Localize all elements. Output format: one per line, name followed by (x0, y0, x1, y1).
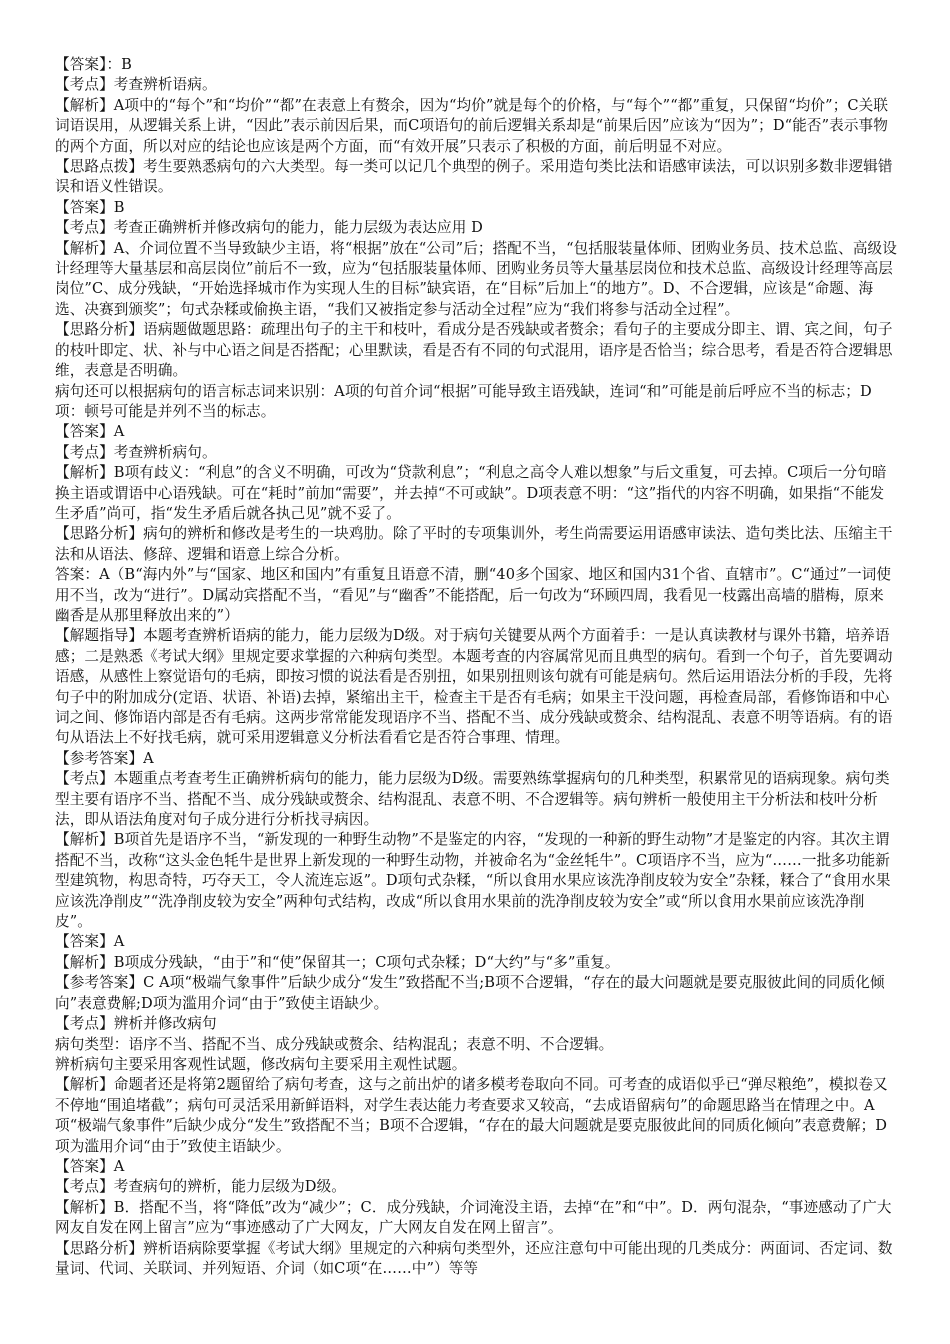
analysis-paragraph-7: 【解析】命题者还是将第2题留给了病句考查，这与之前出炉的诸多模考卷取向不同。可考查的成语似乎已“弹尽粮绝”，模拟卷又不停地“围追堵截”；病句可灵活采用新鲜语料，对学生表达能力考查要求又较高，“去成语留病句”的命题思路当在情理之中。A项“极端气象事件”后缺少成分“发生”致搭配不当；B项不合逻辑，“存在的最大问题就是要克服彼此间的同质化倾向”表意费解；D项为滥用介词“由于”致使主语缺少。 (55, 1076, 888, 1155)
reference-answer-paragraph-7: 【参考答案】C A项“极端气象事件”后缺少成分“发生”致搭配不当;B项不合逻辑，“存在的最大问题就是要克服彼此间的同质化倾向”表意费解;D项为滥用介词“由于”致使主语缺少。 (55, 974, 885, 1012)
exam-point-paragraph-5: 【考点】本题重点考查考生正确辨析病句的能力，能力层级为D级。需要熟练掌握病句的几种类型，积累常见的语病现象。病句类型主要有语序不当、搭配不当、成分残缺或赘余、结构混乱、表意不明、不合逻辑等。病句辨析一般使用主干分析法和枝叶分析法，即从语法角度对句子成分进行分析找寻病因。 (55, 770, 890, 829)
thinking-paragraph-3: 【思路分析】病句的辨析和修改是考生的一块鸡肋。除了平时的专项集训外，考生尚需要运用语感审读法、造句类比法、压缩主干法和从语法、修辞、逻辑和语意上综合分析。 (55, 525, 893, 563)
answer-line-8: 【答案】A (55, 1157, 125, 1175)
error-types-line: 病句类型：语序不当、搭配不当、成分残缺或赘余、结构混乱；表意不明、不合逻辑。 (55, 1035, 614, 1053)
answer-paragraph-4: 答案：A（B“海内外”与“国家、地区和国内”有重复且语意不清，删“40多个国家、地区和国内31个省、直辖市”。C“通过”一词使用不当，改为“进行”。D属动宾搭配不当，“看见”与“幽香”不能搭配，后一句改为“环顾四周，我看见一枝露出高墙的腊梅，原来幽香是从那里释放出来的”） (55, 566, 892, 624)
analysis-paragraph-8: 【解析】B．搭配不当，将“降低”改为“减少”；C．成分残缺，介词淹没主语，去掉“在”和“中”。D．两句混杂，“事迹感动了广大网友自发在网上留言”应为“事迹感动了广大网友，广大网友自发在网上留言”。 (55, 1198, 892, 1237)
question-format-line: 辨析病句主要采用客观性试题，修改病句主要采用主观性试题。 (55, 1055, 467, 1073)
analysis-paragraph-1: 【解析】A项中的“每个”和“均价”“都”在表意上有赘余，因为“均价”就是每个的价格，与“每个”“都”重复，只保留“均价”；C关联词语误用，从逻辑关系上讲，“因此”表示前因后果，而C项语句的前后逻辑关系却是“前果后因”应该为“因为”；D“能否”表示事物的两个方面，所以对应的结论也应该是两个方面，而“有效开展”只表示了积极的方面，前后明显不对应。 (55, 96, 889, 155)
guidance-paragraph: 【解题指导】本题考查辨析语病的能力，能力层级为D级。对于病句关键要从两个方面着手：一是认真读教材与课外书籍，培养语感；二是熟悉《考试大纲》里规定要求掌握的六种病句类型。本题考查的内容属常见而且典型的病句。看到一个句子，首先要调动语感，从感性上察觉语句的毛病，即按习惯的说法看是否别扭，如果别扭则该句就有可能是病句。然后运用语法分析的手段，先将句子中的附加成分(定语、状语、补语)去掉，紧缩出主干，检查主干是否有毛病；如果主干没问题，再检查局部，看修饰语和中心词之间、修饰语内部是否有毛病。这两步常常能发现语序不当、搭配不当、成分残缺或赘余、结构混乱、表意不明等语病。有的语句从语法上不好找毛病，就可采用逻辑意义分析法看看它是否符合事理、情理。 (55, 627, 893, 747)
answer-line-1: 【答案】：B (55, 56, 132, 73)
marker-words-paragraph: 病句还可以根据病句的语言标志词来识别：A项的句首介词“根据”可能导致主语残缺，连词“和”可能是前后呼应不当的标志；D项：顿号可能是并列不当的标志。 (55, 382, 872, 420)
exam-point-line-8: 【考点】考查病句的辨析，能力层级为D级。 (55, 1178, 346, 1196)
analysis-paragraph-5: 【解析】B项首先是语序不当，“新发现的一种野生动物”不是鉴定的内容，“发现的一种新的野生动物”才是鉴定的内容。其次主谓搭配不当，改称“这头金色牦牛是世界上新发现的一种野生动物，并被命名为“金丝牦牛”。C项语序不当，应为“……一批多功能新型建筑物，构思奇特，巧夺天工，令人流连忘返”。D项句式杂糅，“所以食用水果应该洗净削皮较为安全”杂糅，糅合了“食用水果应该洗净削皮”“洗净削皮较为安全”两种句式结构，改成“所以食用水果前的洗净削皮较为安全”或“所以食用水果前应该洗净削皮”。 (55, 831, 891, 931)
exam-point-line-3: 【考点】考查辨析病句。 (55, 443, 217, 461)
analysis-paragraph-3: 【解析】B项有歧义：“利息”的含义不明确，可改为“贷款利息”；“利息之高令人难以想象”与后文重复，可去掉。C项后一分句暗换主语或谓语中心语残缺。可在“耗时”前加“需要”，并去掉“不可或缺”。D项表意不明：“这”指代的内容不明确，如果指“不能发生矛盾”尚可，指“发生矛盾后就各执己见”就不妥了。 (55, 464, 887, 522)
analysis-paragraph-2: 【解析】A、介词位置不当导致缺少主语，将“根据”放在“公司”后；搭配不当，“包括服装量体师、团购业务员、技术总监、高级设计经理等大量基层和高层岗位”前后不一致，应为“包括服装量体师、团购业务员等大量基层岗位和技术总监、高级设计经理等高层岗位”C、成分残缺，“开始选择城市作为实现人生的目标”缺宾语，在“目标”后加上“的地方”。D、不合逻辑，应该是“命题、海选、决赛到颁奖”；句式杂糅或偷换主语，“我们又被指定参与活动全过程”应为“我们将参与活动全过程”。 (55, 239, 897, 318)
exam-point-line-2: 【考点】考查正确辨析并修改病句的能力，能力层级为表达应用 D (55, 219, 483, 237)
exam-point-line-1: 【考点】考查辨析语病。 (55, 76, 217, 94)
answer-line-2: 【答案】B (55, 198, 125, 216)
document-body (55, 55, 897, 1279)
tips-paragraph-1: 【思路点拨】考生要熟悉病句的六大类型。每一类可以记几个典型的例子。采用造句类比法和语感审读法，可以识别多数非逻辑错误和语义性错误。 (55, 158, 893, 196)
thinking-paragraph-8: 【思路分析】辨析语病除要掌握《考试大纲》里规定的六种病句类型外，还应注意句中可能出现的几类成分：两面词、否定词、数量词、代词、关联词、并列短语、介词（如C项“在……中”）等等 (55, 1239, 893, 1277)
answer-line-6: 【答案】A (55, 933, 125, 951)
analysis-line-6: 【解析】B项成分残缺，“由于”和“使”保留其一；C项句式杂糅；D“大约”与“多”重复。 (55, 953, 620, 971)
exam-point-line-7: 【考点】辨析并修改病句 (55, 1015, 217, 1033)
answer-line-3: 【答案】A (55, 423, 125, 441)
thinking-paragraph-2: 【思路分析】语病题做题思路：疏理出句子的主干和枝叶，看成分是否残缺或者赘余；看句子的主要成分即主、谓、宾之间，句子的枝叶即定、状、补与中心语之间是否搭配；心里默读，看是否有不同的句式混用，语序是否恰当；综合思考，看是否符合逻辑思维，表意是否明确。 (55, 321, 893, 380)
reference-answer-line-5: 【参考答案】A (55, 749, 154, 767)
